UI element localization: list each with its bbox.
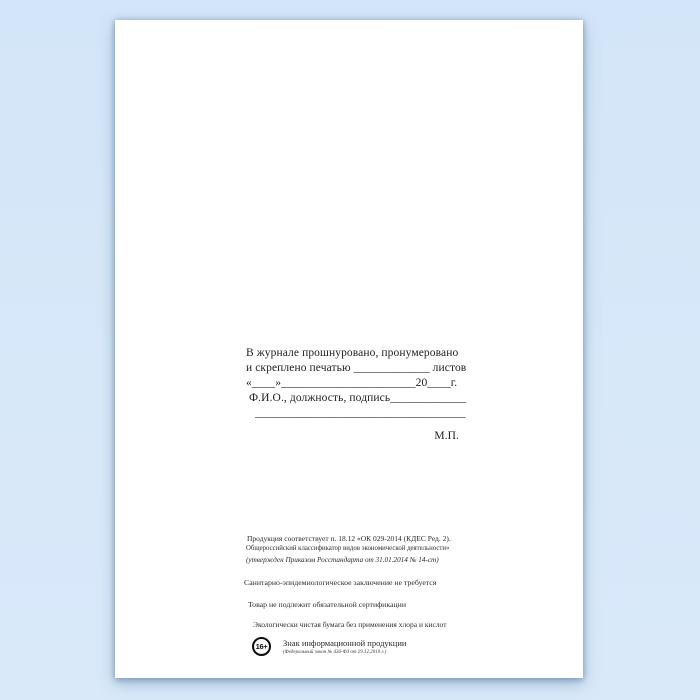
certification-block [244, 534, 494, 656]
stamp-text-line-2: и скреплено печатью _____________ листов [246, 362, 467, 374]
sanitary-note: Санитарно-эпидемиологическое заключение не требуется [244, 578, 437, 588]
compliance-line-2: Общероссийский классификатор видов экономической деятельности» [246, 545, 450, 553]
stamp-text-line-3: «____»_______________________20____г. [246, 377, 458, 389]
compliance-line-3: (утвержден Приказом Росстандарта от 31.01.2014 № 14-ст) [246, 556, 439, 565]
stamp-text-line-4: Ф.И.О., должность, подпись_____________ [249, 392, 467, 404]
signature-line: ____________________________________ [255, 407, 466, 419]
document-page [115, 20, 583, 678]
stamp-text-line-1: В журнале прошнуровано, пронумеровано [246, 347, 459, 359]
stamp-place-abbreviation: М.П. [434, 430, 459, 442]
compliance-line-1: Продукция соответствует п. 18.12 «ОК 029-2014 (КДЕС Ред. 2). [247, 534, 451, 543]
info-sign-law: (Федеральный закон № 436-ФЗ от 29.12.2010 г.) [283, 649, 387, 655]
info-sign-title: Знак информационной продукции [283, 637, 407, 648]
info-sign-text [283, 637, 406, 656]
eco-note: Экологически чистая бумага без применения хлора и кислот [253, 620, 447, 630]
info-product-sign-row [252, 637, 494, 656]
age-16-plus-icon: 16+ [252, 637, 271, 656]
binding-stamp-block [246, 346, 467, 444]
certification-note: Товар не подлежит обязательной сертификации [248, 599, 406, 609]
